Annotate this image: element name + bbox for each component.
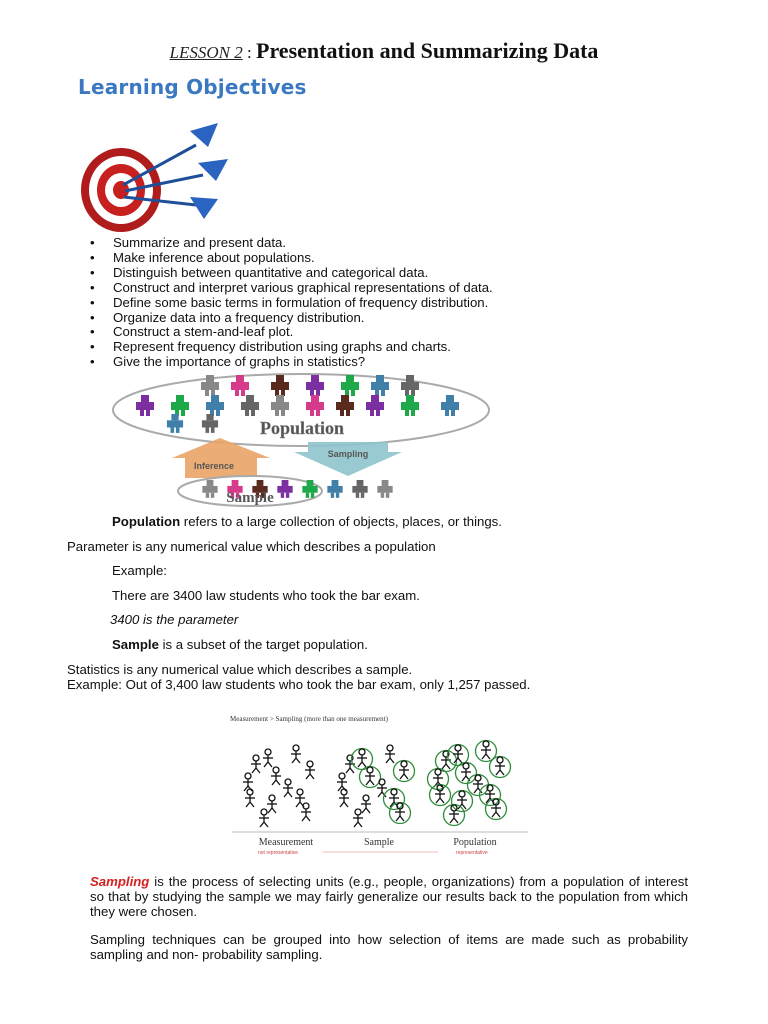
- list-item: • Represent frequency distribution using graphs and charts.: [90, 340, 493, 355]
- stick-figure-icon: [271, 767, 281, 785]
- list-item: • Organize data into a frequency distribution.: [90, 311, 493, 326]
- stick-figure-icon: [283, 779, 293, 797]
- not-representative-note: not representative: [258, 850, 299, 856]
- stick-figure-icon: [245, 789, 255, 807]
- sampling-techniques: Sampling techniques can be grouped into how selection of items are made such as probability sampling and non- probability sampling.: [90, 932, 688, 962]
- population-label: Population: [259, 418, 345, 438]
- stick-figure-icon: [263, 749, 273, 767]
- sampling-term: Sampling: [90, 874, 150, 889]
- population-definition: [112, 514, 502, 529]
- sample-term: Sample: [112, 637, 159, 652]
- stick-figure-icon: [385, 745, 395, 763]
- list-item: • Construct and interpret various graphical representations of data.: [90, 281, 493, 296]
- diagram-header: Measurement > Sampling (more than one measurement): [230, 715, 388, 723]
- sampling-label: Sampling: [327, 449, 369, 459]
- stick-figure-icon: [430, 785, 451, 806]
- person-icon: [352, 480, 367, 498]
- measurement-caption: Measurement: [258, 837, 314, 848]
- stick-figure-icon: [251, 755, 261, 773]
- stick-figure-icon: [490, 757, 511, 778]
- person-icon: [327, 480, 342, 498]
- sample-caption: Sample: [364, 837, 394, 848]
- representative-note: representative: [456, 850, 488, 856]
- stick-figure-icon: [390, 803, 411, 824]
- sample-definition: [112, 637, 368, 652]
- stick-figure-icon: [301, 803, 311, 821]
- parameter-definition: Parameter is any numerical value which describes a population: [67, 539, 436, 554]
- lesson-title: Presentation and Summarizing Data: [256, 38, 599, 63]
- stick-figure-icon: [337, 773, 347, 791]
- list-item: • Summarize and present data.: [90, 236, 493, 251]
- learning-objectives-heading: Learning Objectives: [78, 75, 307, 99]
- target-darts-image: [78, 115, 278, 235]
- stick-figure-icon: [486, 799, 507, 820]
- inference-label: Inference: [193, 461, 235, 471]
- stick-figure-icon: [291, 745, 301, 763]
- stick-figure-icon: [243, 773, 253, 791]
- stick-figure-icon: [259, 809, 269, 827]
- sampling-definition: [90, 874, 688, 919]
- parameter-note: 3400 is the parameter: [110, 612, 239, 627]
- sampling-arrow: [294, 442, 402, 476]
- stick-figure-icon: [339, 789, 349, 807]
- stick-figure-icon: [353, 809, 363, 827]
- sample-label: Sample: [226, 490, 274, 506]
- population-term: Population: [112, 514, 181, 529]
- sample-definition-text: is a subset of the target population.: [158, 637, 368, 652]
- list-item: • Construct a stem-and-leaf plot.: [90, 325, 493, 340]
- list-item: • Define some basic terms in formulation of frequency distribution.: [90, 296, 493, 311]
- example-text: There are 3400 law students who took the bar exam.: [112, 588, 420, 603]
- list-item: • Give the importance of graphs in statistics?: [90, 355, 493, 370]
- stick-figure-icon: [305, 761, 315, 779]
- stick-figure-icon: [384, 789, 405, 810]
- population-caption: Population: [453, 837, 497, 848]
- stick-figure-icon: [377, 779, 387, 797]
- population-definition-text: refers to a large collection of objects, places, or things.: [180, 514, 502, 529]
- stick-figure-icon: [361, 795, 371, 813]
- population-sample-diagram: [110, 370, 495, 510]
- target-icon: [81, 148, 161, 232]
- stick-figure-icon: [360, 767, 381, 788]
- stick-figure-icon: [456, 763, 477, 784]
- page-title: [0, 38, 768, 64]
- lesson-number: LESSON 2: [169, 43, 243, 62]
- stick-figure-icon: [267, 795, 277, 813]
- measurement-sampling-diagram: [228, 708, 528, 860]
- statistics-example: Example: Out of 3,400 law students who took the bar exam, only 1,257 passed.: [67, 677, 531, 692]
- list-item: • Make inference about populations.: [90, 251, 493, 266]
- person-icon: [377, 480, 392, 498]
- stick-figure-icon: [394, 761, 415, 782]
- example-label: Example:: [112, 563, 167, 578]
- objectives-list: [90, 236, 493, 370]
- title-colon: :: [242, 43, 256, 62]
- sampling-definition-text: is the process of selecting units (e.g., people, organizations) from a population of interest so that by studying the sample we may fairly generalize our results back to the population from which they were chosen.: [90, 874, 688, 919]
- statistics-definition: Statistics is any numerical value which describes a sample.: [67, 662, 413, 677]
- list-item: • Distinguish between quantitative and categorical data.: [90, 266, 493, 281]
